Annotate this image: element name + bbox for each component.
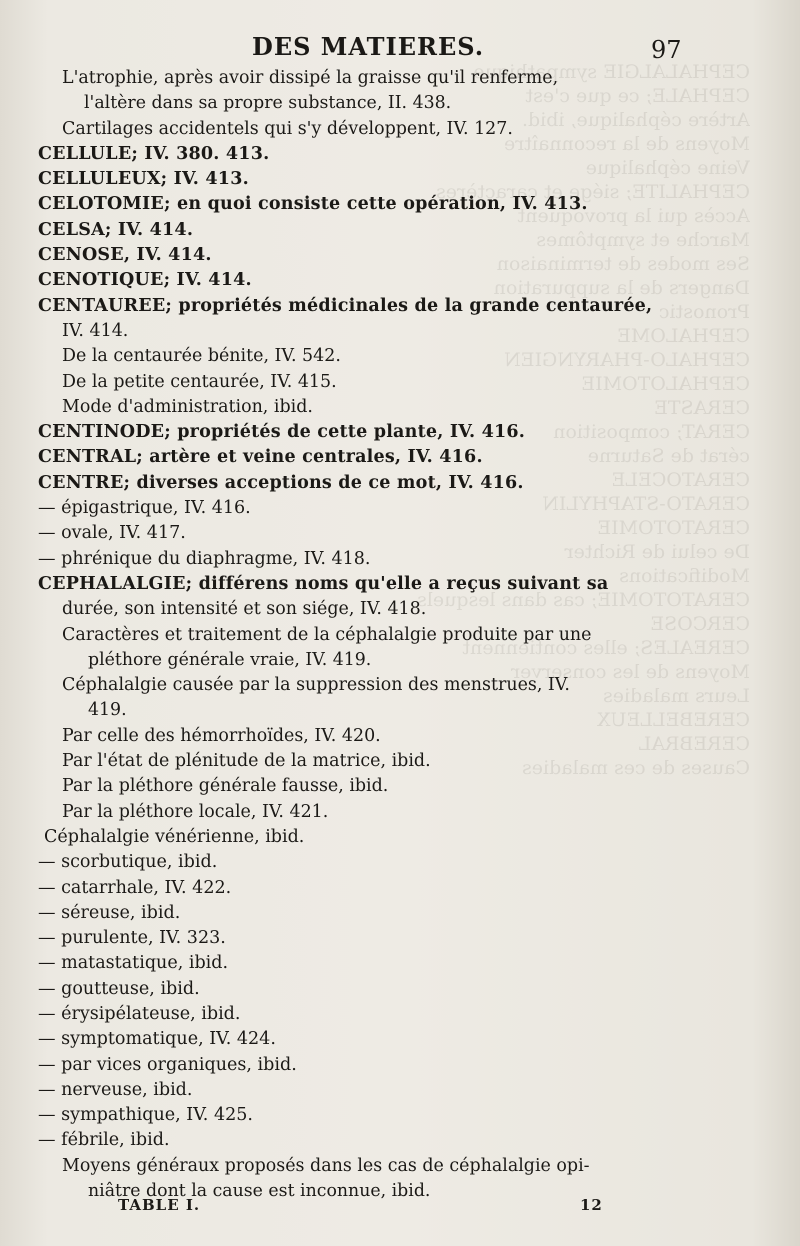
page-footer bbox=[0, 1196, 800, 1220]
index-main-entry: CENTRE; diverses acceptions de ce mot, IV. 416. bbox=[38, 472, 524, 493]
index-main-entry: CELOTOMIE; en quoi consiste cette opération, IV. 413. bbox=[38, 194, 588, 215]
index-sub-entry: — par vices organiques, ibid. bbox=[38, 1054, 297, 1075]
index-entries bbox=[0, 66, 800, 1204]
signature-mark: TABLE I. bbox=[118, 1196, 201, 1214]
index-main-entry: CELLULEUX; IV. 413. bbox=[38, 169, 249, 190]
index-sub-entry: — symptomatique, IV. 424. bbox=[38, 1029, 276, 1050]
index-sub-entry: Céphalalgie vénérienne, ibid. bbox=[44, 826, 305, 847]
index-sub-entry: durée, son intensité et son siége, IV. 418. bbox=[62, 599, 427, 620]
index-main-entry: CENTRAL; artère et veine centrales, IV. 416. bbox=[38, 447, 483, 468]
index-main-entry: CENTINODE; propriétés de cette plante, IV. 416. bbox=[38, 422, 526, 443]
index-main-entry: CEPHALALGIE; différens noms qu'elle a reçus suivant sa bbox=[38, 573, 609, 594]
page-number: 97 bbox=[651, 36, 682, 64]
index-sub-entry: — catarrhale, IV. 422. bbox=[38, 877, 232, 898]
running-header bbox=[0, 30, 800, 70]
index-main-entry: CENTAUREE; propriétés médicinales de la grande centaurée, bbox=[38, 295, 653, 316]
index-sub-entry: pléthore générale vraie, IV. 419. bbox=[88, 649, 372, 670]
index-sub-entry: 419. bbox=[88, 700, 127, 721]
index-main-entry: CELLULE; IV. 380. 413. bbox=[38, 143, 270, 164]
index-sub-entry: Par celle des hémorrhoïdes, IV. 420. bbox=[62, 725, 381, 746]
index-main-entry: CENOTIQUE; IV. 414. bbox=[38, 270, 252, 291]
index-sub-entry: — fébrile, ibid. bbox=[38, 1130, 170, 1151]
index-sub-entry: — purulente, IV. 323. bbox=[38, 928, 226, 949]
index-sub-entry: Céphalalgie causée par la suppression des menstrues, IV. bbox=[62, 675, 570, 696]
show-through-text: CEPHALALGIE sympathique CEPHALE; ce que c'est Artère céphalique, ibid. Moyens de la reconnaître Veine céphalique CEPHALITE; siége et caractères Accès qui la provoquent Marche et symptômes Ses modes de terminaison Dangers de la suppuration Pronostic CEPHALOME CEPHALO-PHARYNGIEN CEPHALOTOMIE CERASTE CERAT; composition cérat de Saturne CERATOCELE CERATO-STAPHYLIN CERATOTOMIE De celui de Richter Modifications CERATOTOMIE; cas dans lesquels CERCOSE CEREALES; elles contiennent Moyens de les conserver Leurs maladies CEREBELLEUX CEREBRAL Causes de ces maladies bbox=[417, 61, 750, 779]
index-sub-entry: IV. 414. bbox=[62, 320, 129, 341]
index-sub-entry: Caractères et traitement de la céphalalgie produite par une bbox=[62, 624, 592, 645]
index-main-entry: CENOSE, IV. 414. bbox=[38, 245, 212, 266]
index-sub-entry: De la petite centaurée, IV. 415. bbox=[62, 371, 337, 392]
index-sub-entry: Par la pléthore générale fausse, ibid. bbox=[62, 776, 389, 797]
index-sub-entry: De la centaurée bénite, IV. 542. bbox=[62, 346, 341, 367]
index-sub-entry: Par l'état de plénitude de la matrice, ibid. bbox=[62, 751, 431, 772]
index-sub-entry: — matastatique, ibid. bbox=[38, 953, 229, 974]
index-sub-entry: — sympathique, IV. 425. bbox=[38, 1105, 253, 1126]
index-sub-entry: niâtre dont la cause est inconnue, ibid. bbox=[88, 1181, 431, 1202]
index-sub-entry: — épigastrique, IV. 416. bbox=[38, 498, 251, 519]
running-title: DES MATIERES. bbox=[252, 32, 485, 61]
index-sub-entry: — ovale, IV. 417. bbox=[38, 523, 186, 544]
index-sub-entry: — nerveuse, ibid. bbox=[38, 1079, 193, 1100]
index-main-entry: CELSA; IV. 414. bbox=[38, 219, 194, 240]
index-sub-entry: Mode d'administration, ibid. bbox=[62, 396, 313, 417]
gathering-number: 12 bbox=[580, 1196, 603, 1214]
index-sub-entry: — érysipélateuse, ibid. bbox=[38, 1003, 241, 1024]
index-sub-entry: — séreuse, ibid. bbox=[38, 902, 181, 923]
index-sub-entry: Moyens généraux proposés dans les cas de céphalalgie opi- bbox=[62, 1155, 590, 1176]
index-sub-entry: — goutteuse, ibid. bbox=[38, 978, 200, 999]
index-sub-entry: — phrénique du diaphragme, IV. 418. bbox=[38, 548, 371, 569]
index-sub-entry: l'altère dans sa propre substance, II. 438. bbox=[84, 93, 452, 114]
index-sub-entry: Par la pléthore locale, IV. 421. bbox=[62, 801, 329, 822]
index-sub-entry: L'atrophie, après avoir dissipé la graisse qu'il renferme, bbox=[62, 68, 559, 88]
index-sub-entry: — scorbutique, ibid. bbox=[38, 852, 218, 873]
index-sub-entry: Cartilages accidentels qui s'y développent, IV. 127. bbox=[62, 118, 513, 139]
